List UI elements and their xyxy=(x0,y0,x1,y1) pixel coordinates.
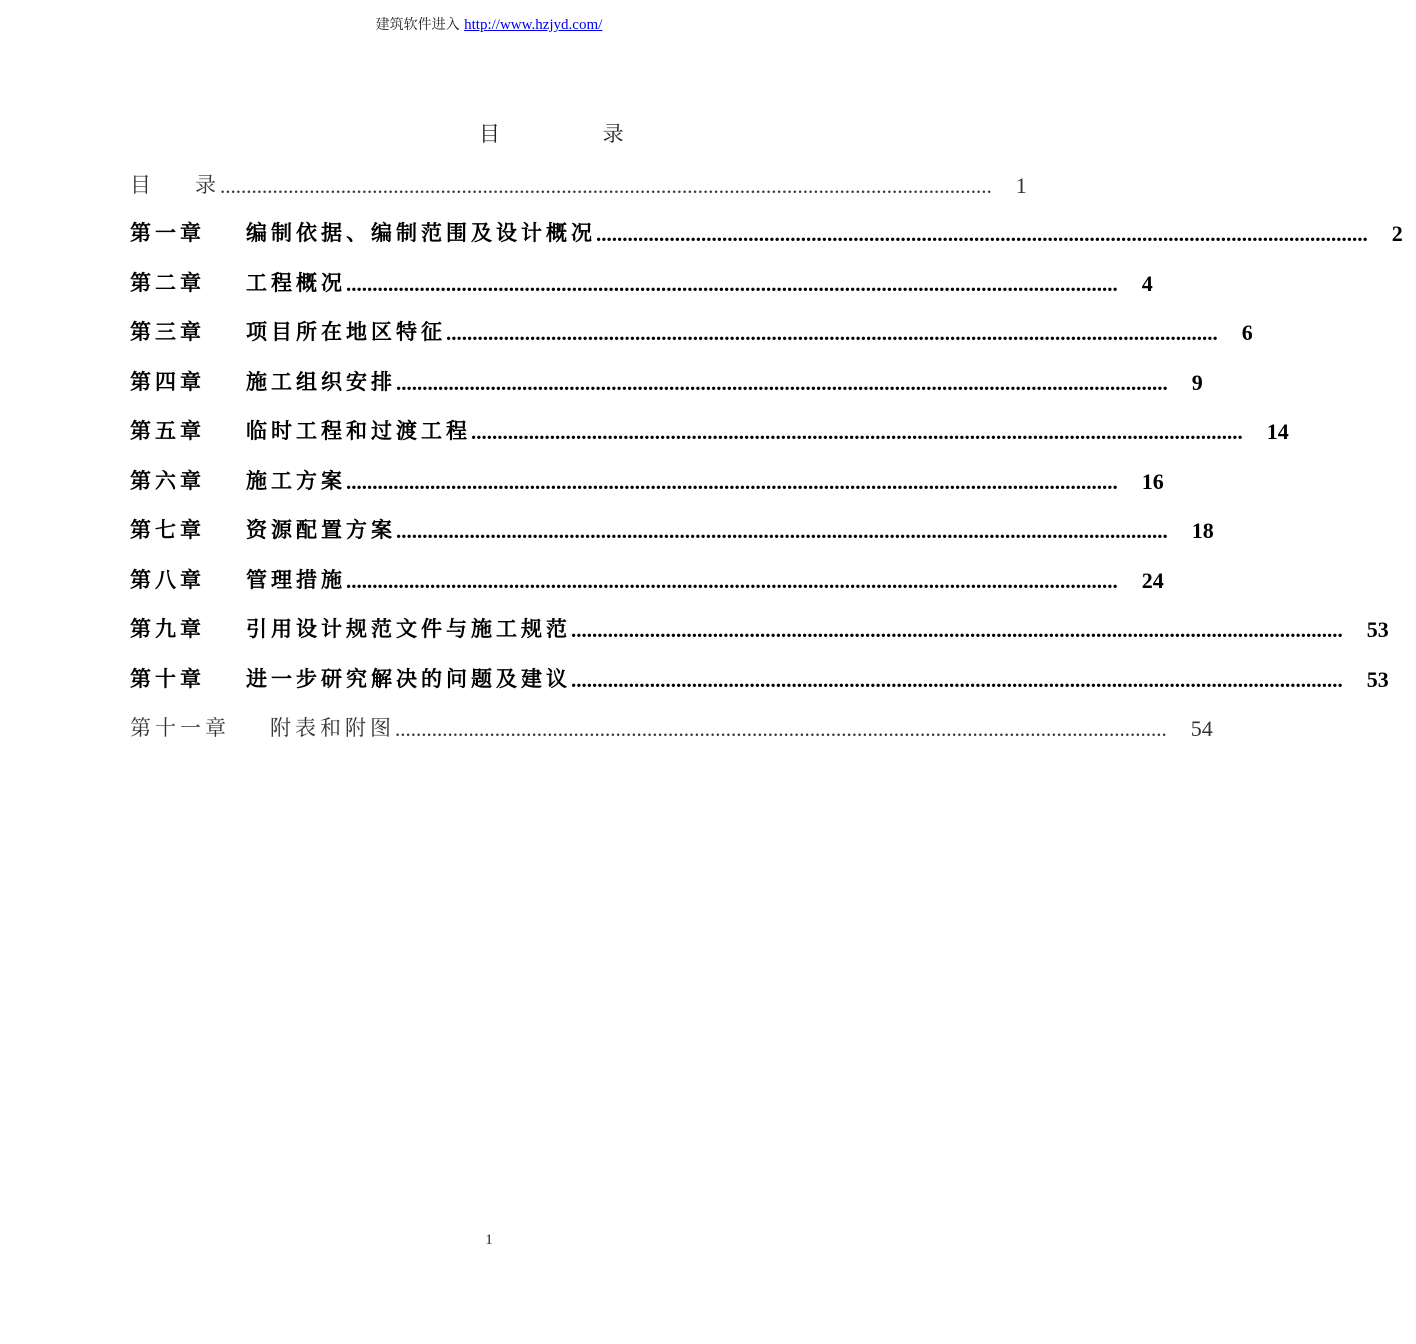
toc-page-number: 2 xyxy=(1391,221,1403,246)
toc-page-number: 53 xyxy=(1366,667,1389,692)
toc-chapter: 第五章 xyxy=(130,419,205,443)
toc-entry-title: 施工方案 xyxy=(246,469,346,493)
toc-entry-title: 项目所在地区特征 xyxy=(246,320,446,344)
toc-leader: ................................................................................................................................................... xyxy=(396,519,1168,543)
toc-entry[interactable] xyxy=(130,512,1214,544)
toc-leader: ................................................................................................................................................... xyxy=(596,222,1368,246)
toc-entry-title: 临时工程和过渡工程 xyxy=(246,419,471,443)
toc-page-number: 24 xyxy=(1141,568,1164,593)
toc-chapter: 目 录 xyxy=(130,173,216,197)
toc-page-number: 9 xyxy=(1191,370,1203,395)
toc-page-number: 53 xyxy=(1366,617,1389,642)
toc-entry[interactable] xyxy=(130,167,1027,199)
page-number: 1 xyxy=(485,1232,493,1248)
toc-entry-title: 资源配置方案 xyxy=(246,518,396,542)
header-link[interactable]: http://www.hzjyd.com/ xyxy=(464,17,603,33)
toc-leader: ................................................................................................................................................... xyxy=(471,420,1243,444)
toc-entry-title: 附表和附图 xyxy=(270,716,395,740)
toc-entry-title: 工程概况 xyxy=(246,271,346,295)
toc-entry[interactable] xyxy=(130,463,1164,495)
toc-page-number: 18 xyxy=(1191,518,1214,543)
toc-entry-title: 管理措施 xyxy=(246,568,346,592)
toc-entry[interactable] xyxy=(130,364,1203,396)
toc-page-number: 16 xyxy=(1141,469,1164,494)
toc-leader: ................................................................................................................................................... xyxy=(571,618,1343,642)
toc-entry[interactable] xyxy=(130,215,1403,247)
toc-entry[interactable] xyxy=(130,661,1389,693)
toc-entry[interactable] xyxy=(130,265,1153,297)
toc-entry-title: 编制依据、编制范围及设计概况 xyxy=(246,221,596,245)
toc-page-number: 14 xyxy=(1266,419,1289,444)
toc-chapter: 第二章 xyxy=(130,271,205,295)
toc-chapter: 第一章 xyxy=(130,221,205,245)
toc-chapter: 第七章 xyxy=(130,518,205,542)
page-header xyxy=(0,14,978,34)
toc-leader: ................................................................................................................................................... xyxy=(395,717,1167,741)
toc-chapter: 第九章 xyxy=(130,617,205,641)
toc-chapter: 第六章 xyxy=(130,469,205,493)
toc-entry[interactable] xyxy=(130,710,1213,742)
toc-page-number: 6 xyxy=(1241,320,1253,345)
toc-leader: ................................................................................................................................................... xyxy=(346,569,1118,593)
toc-entry[interactable] xyxy=(130,314,1253,346)
toc-leader: ................................................................................................................................................... xyxy=(446,321,1218,345)
toc-page-number: 4 xyxy=(1141,271,1153,296)
toc-chapter: 第八章 xyxy=(130,568,205,592)
toc-entry[interactable] xyxy=(130,611,1389,643)
toc-leader: ................................................................................................................................................... xyxy=(396,371,1168,395)
toc-entry-title: 施工组织安排 xyxy=(246,370,396,394)
toc-page-number: 54 xyxy=(1190,716,1213,741)
toc-leader: ................................................................................................................................................... xyxy=(571,668,1343,692)
toc-entry-title: 进一步研究解决的问题及建议 xyxy=(246,667,571,691)
toc-entry[interactable] xyxy=(130,562,1164,594)
toc-entry-title: 引用设计规范文件与施工规范 xyxy=(246,617,571,641)
toc-chapter: 第十一章 xyxy=(130,716,230,740)
toc-title: 目 录 xyxy=(479,122,672,146)
header-prefix: 建筑软件进入 xyxy=(375,17,460,33)
toc-chapter: 第四章 xyxy=(130,370,205,394)
toc-entry[interactable] xyxy=(130,413,1289,445)
toc-chapter: 第十章 xyxy=(130,667,205,691)
toc-leader: ................................................................................................................................................... xyxy=(220,174,992,198)
toc-leader: ................................................................................................................................................... xyxy=(346,470,1118,494)
toc-page-number: 1 xyxy=(1015,173,1027,198)
toc-chapter: 第三章 xyxy=(130,320,205,344)
toc-leader: ................................................................................................................................................... xyxy=(346,272,1118,296)
